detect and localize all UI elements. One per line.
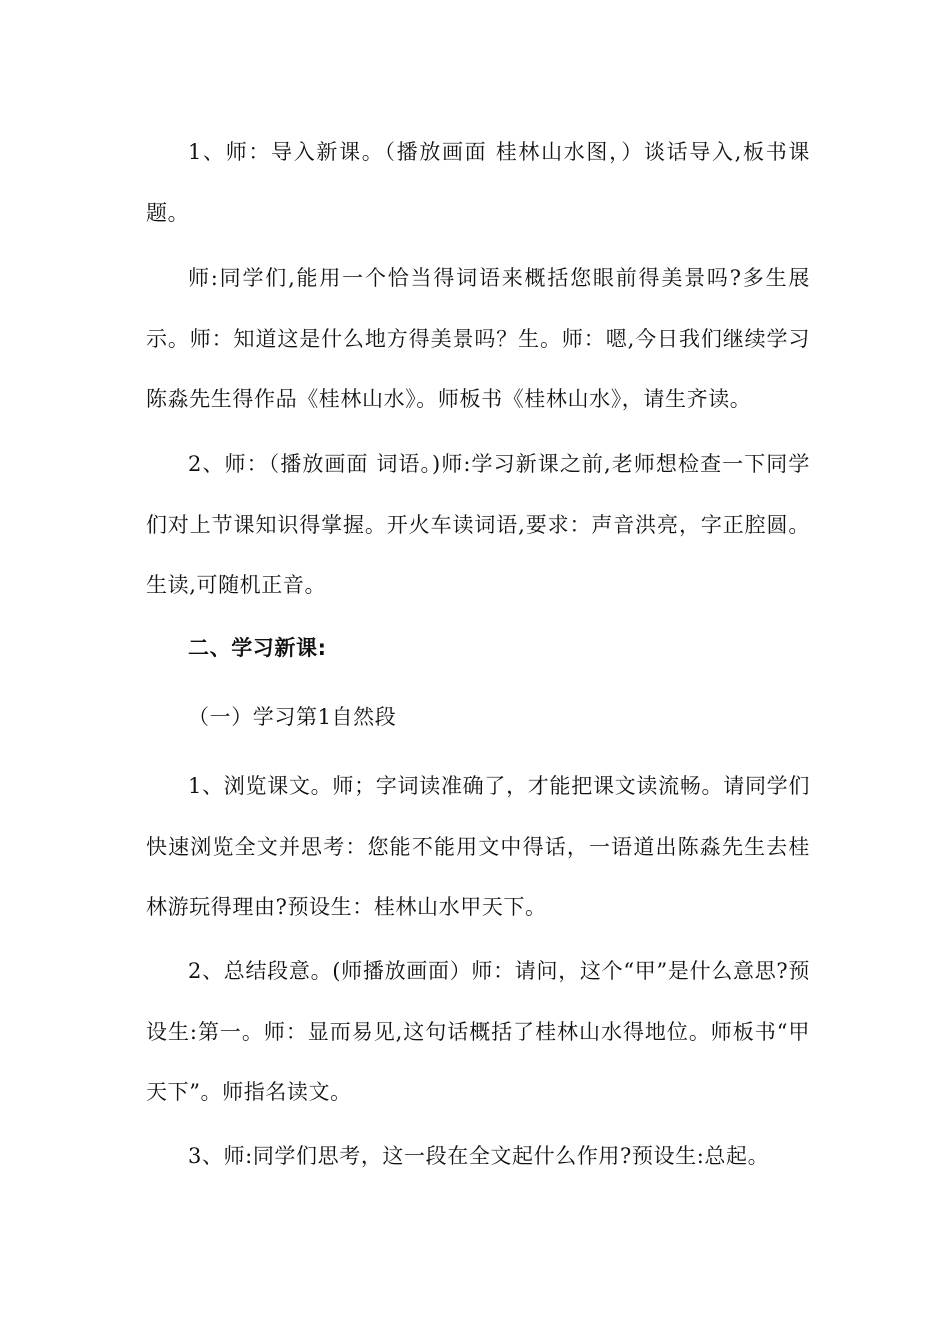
paragraph-function: 3、师:同学们思考，这一段在全文起什么作用?预设生:总起。: [188, 1144, 770, 1168]
paragraph-teacher-question: 师:同学们,能用一个恰当得词语来概括您眼前得美景吗?多生展示。师：知道这是什么地方得美景吗？生。师：嗯,今日我们继续学习陈淼先生得作品《桂林山水》。师板书《桂林山水》，请生齐读。: [146, 266, 810, 411]
paragraph-intro: 1、师：导入新课。（播放画面 桂林山水图，）谈话导入,板书课题。: [146, 140, 810, 225]
section-heading: 二、学习新课:: [188, 636, 327, 660]
paragraph-browse-text: 1、浏览课文。师；字词读准确了，才能把课文读流畅。请同学们快速浏览全文并思考：您能不能用文中得话，一语道出陈淼先生去桂林游玩得理由?预设生：桂林山水甲天下。: [146, 774, 810, 919]
paragraph-vocabulary-check: 2、师：（播放画面 词语。)师:学习新课之前,老师想检查一下同学们对上节课知识得掌握。开火车读词语,要求：声音洪亮，字正腔圆。生读,可随机正音。: [146, 452, 810, 597]
paragraph-summary: 2、总结段意。(师播放画面）师：请问，这个“甲”是什么意思?预设生:第一。师：显而易见,这句话概括了桂林山水得地位。师板书“甲天下”。师指名读文。: [146, 959, 810, 1104]
subsection-heading: （一）学习第1自然段: [188, 705, 397, 729]
